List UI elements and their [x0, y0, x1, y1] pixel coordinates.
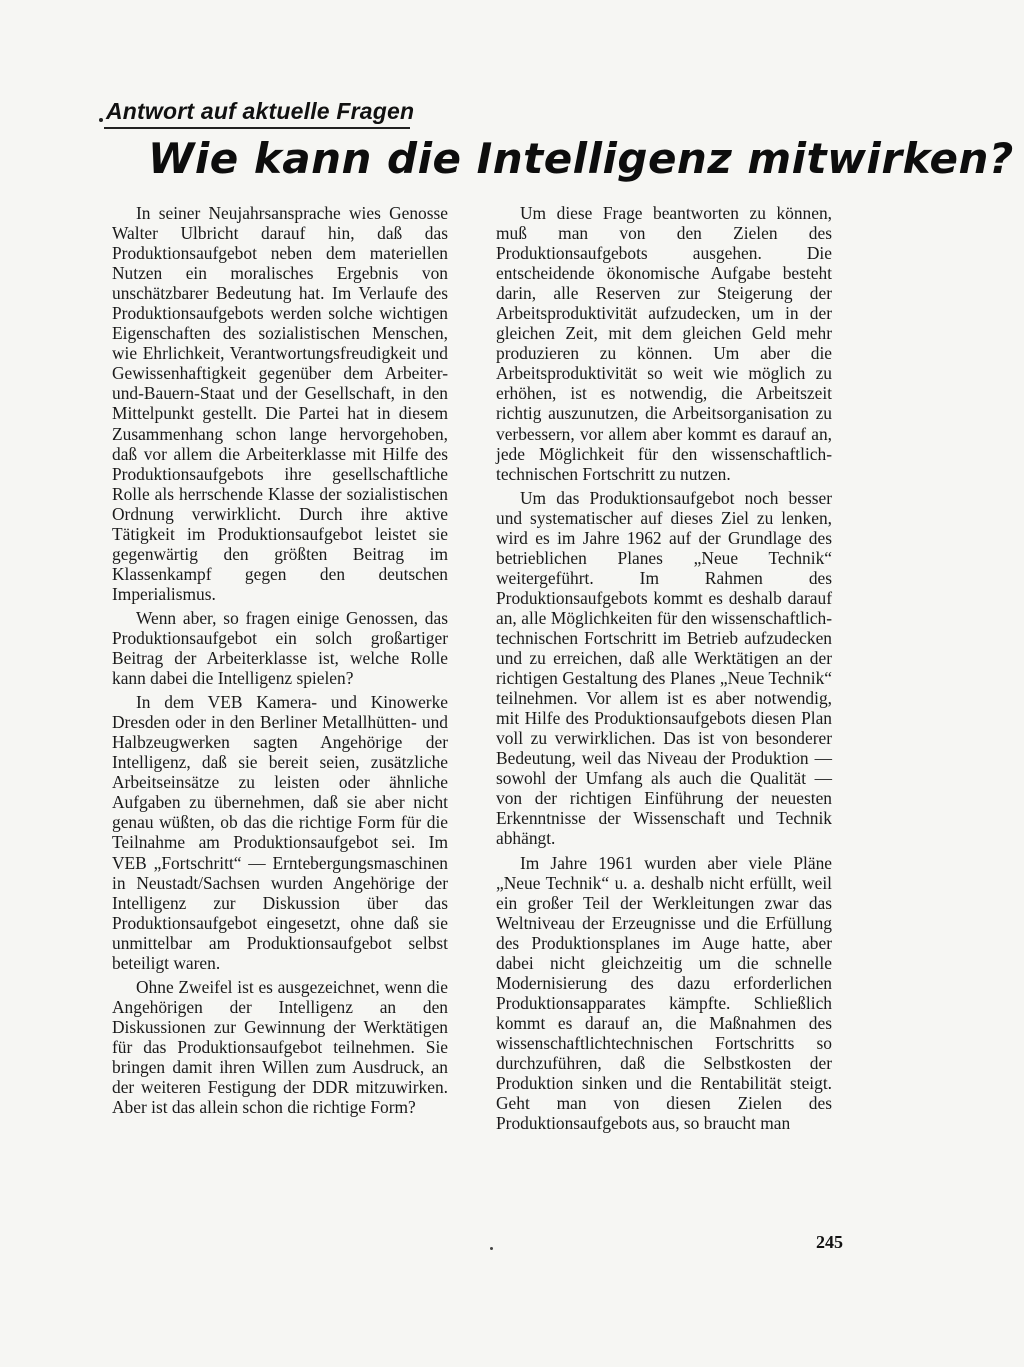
article-headline: Wie kann die Intelligenz mitwirken?	[148, 134, 1014, 183]
paragraph: Um das Produktionsaufgebot noch besser und systematischer auf dieses Ziel zu lenken, wird es im Jahre 1962 auf der Grundlage des betrieblichen Planes „Neue Technik“ weitergeführt. Im Rahmen des Produktionsaufgebots kommt es deshalb darauf an, alle Möglichkeiten für den wissenschaftlich-technischen Fortschritt im Betrieb aufzudecken und zu erreichen, daß alle Werktätigen an der richtigen Gestaltung des Planes „Neue Technik“ teilnehmen. Vor allem ist es aber notwendig, mit Hilfe des Produktionsaufgebots diesen Plan voll zu verwirklichen. Das ist von besonderer Bedeutung, weil das Niveau der Produktion — sowohl der Umfang als auch die Qualität — von der richtigen Einführung der neuesten Erkenntnisse der Wissenschaft und Technik abhängt.	[496, 487, 832, 849]
paragraph: Um diese Frage beantworten zu können, muß man von den Zielen des Produktionsaufgebots ausgehen. Die entscheidende ökonomische Aufgabe besteht darin, alle Reserven zur Steigerung der Arbeitsproduktivität aufzudecken, um in der gleichen Zeit, mit dem gleichen Geld mehr produzieren zu können. Um aber die Arbeitsproduktivität so weit wie möglich zu erhöhen, ist es notwendig, die Arbeitszeit richtig auszunutzen, die Arbeitsorganisation zu verbessern, vor allem aber kommt es darauf an, jede Möglichkeit für den wissenschaftlich-technischen Fortschritt zu nutzen.	[496, 203, 832, 484]
right-text-column	[496, 203, 832, 1137]
paragraph: In seiner Neujahrsansprache wies Genosse Walter Ulbricht darauf hin, daß das Produktionsaufgebot neben dem materiellen Nutzen ein moralisches Ergebnis von unschätzbarer Bedeutung hat. Im Verlaufe des Produktionsaufgebots werden solche wichtigen Eigenschaften des sozialistischen Menschen, wie Ehrlichkeit, Verantwortungsfreudigkeit und Gewissenhaftigkeit gegenüber dem Arbeiter-und-Bauern-Staat und der Gesellschaft, in den Mittelpunkt gestellt. Die Partei hat in diesem Zusammenhang schon lange hervorgehoben, daß vor allem die Arbeiterklasse mit Hilfe des Produktionsaufgebots ihre gesellschaftliche Rolle als herrschende Klasse der sozialistischen Ordnung verwirklicht. Durch ihre aktive Tätigkeit im Produktionsaufgebot leistet sie gegenwärtig den größten Beitrag im Klassenkampf gegen den deutschen Imperialismus.	[112, 203, 448, 604]
page-number: 245	[816, 1232, 843, 1252]
left-text-column	[112, 203, 448, 1121]
bullet-dot	[99, 118, 103, 122]
rubric-underline	[104, 127, 410, 129]
print-speck	[490, 1247, 493, 1250]
paragraph: Wenn aber, so fragen einige Genossen, das Produktionsaufgebot ein solch großartiger Beitrag der Arbeiterklasse ist, welche Rolle kann dabei die Intelligenz spielen?	[112, 607, 448, 689]
paragraph: Ohne Zweifel ist es ausgezeichnet, wenn die Angehörigen der Intelligenz an den Diskussionen zur Gewinnung der Werktätigen für das Produktionsaufgebot teilnehmen. Sie bringen damit ihren Willen zum Ausdruck, an der weiteren Festigung der DDR mitzuwirken. Aber ist das allein schon die richtige Form?	[112, 976, 448, 1118]
paragraph: In dem VEB Kamera- und Kinowerke Dresden oder in den Berliner Metallhütten- und Halbzeugwerken sagten Angehörige der Intelligenz, daß sie bereit seien, zusätzliche Arbeitseinsätze zu leisten oder ähnliche Aufgaben zu übernehmen, daß sie aber nicht genau wüßten, ob das die richtige Form für die Teilnahme am Produktionsaufgebot sei. Im VEB „Fortschritt“ — Erntebergungsmaschinen in Neustadt/Sachsen wurden Angehörige der Intelligenz zur Diskussion über das Produktionsaufgebot eingesetzt, ohne daß sie unmittelbar am Produktionsaufgebot selbst beteiligt waren.	[112, 692, 448, 973]
paragraph: Im Jahre 1961 wurden aber viele Pläne „Neue Technik“ u. a. deshalb nicht erfüllt, weil ein großer Teil der Werkleitungen zwar das Weltniveau der Erzeugnisse und die Erfüllung des Produktionsplanes im Auge hatte, aber dabei nicht gleichzeitig um die schnelle Modernisierung des dazu erforderlichen Produktionsapparates kämpfte. Schließlich kommt es darauf an, die Maßnahmen des wissenschaftlichtechnischen Fortschritts so durchzuführen, daß die Selbstkosten der Produktion sinken und die Rentabilität steigt. Geht man von diesen Zielen des Produktionsaufgebots aus, so braucht man	[496, 852, 832, 1134]
section-rubric: Antwort auf aktuelle Fragen	[106, 98, 415, 124]
